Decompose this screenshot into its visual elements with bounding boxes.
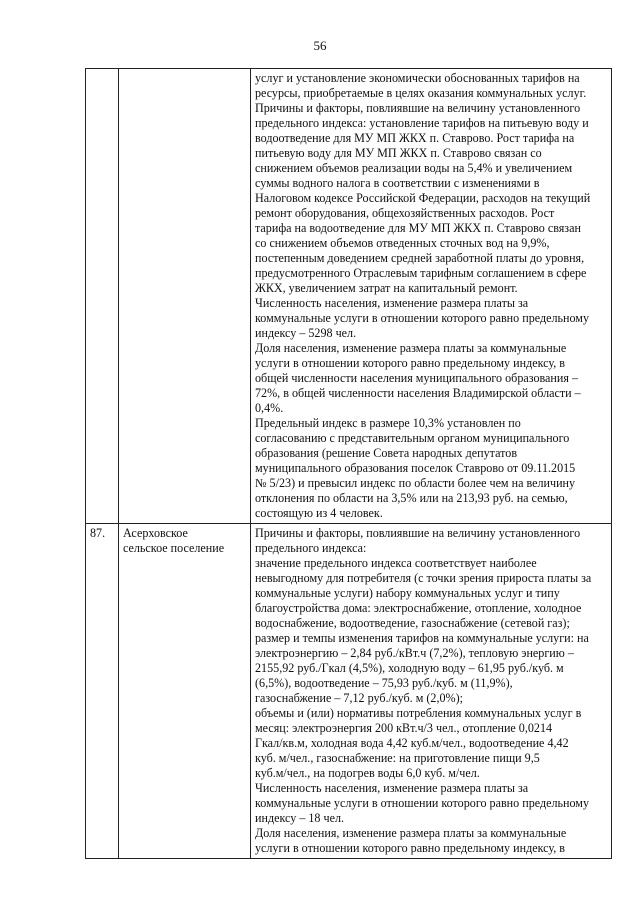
text-line: водоснабжение, водоотведение, газоснабжение (сетевой газ);	[255, 616, 570, 630]
description-cell	[251, 524, 612, 859]
text-line: состоящую из 4 человек.	[255, 506, 383, 520]
text-line: № 5/23) и превысил индекс по области более чем на величину	[255, 476, 576, 490]
text-line: Гкал/кв.м, холодная вода 4,42 куб.м/чел., водоотведение 4,42	[255, 736, 569, 750]
text-line: размер и темпы изменения тарифов на коммунальные услуги: на	[255, 631, 589, 645]
text-line: Причины и факторы, повлиявшие на величину установленного	[255, 526, 581, 540]
text-line: согласованию с представительным органом муниципального	[255, 431, 570, 445]
text-line: сельское поселение	[123, 541, 225, 555]
text-line: значение предельного индекса соответствует наиболее	[255, 556, 537, 570]
municipal-index-table	[85, 68, 612, 859]
text-line: куб.м/чел., на подогрев воды 6,0 куб. м/чел.	[255, 766, 480, 780]
table-row	[86, 524, 612, 859]
text-line: газоснабжение – 7,12 руб./куб. м (2,0%);	[255, 691, 463, 705]
description-cell	[251, 69, 612, 524]
text-line: услуги в отношении которого равно предельному индексу, в	[255, 356, 565, 370]
text-line: 72%, в общей численности населения Владимирской области –	[255, 386, 581, 400]
text-line: невыгодному для потребителя (с точки зрения прироста платы за	[255, 571, 592, 585]
text-line: общей численности населения муниципального образования –	[255, 371, 578, 385]
text-line: куб. м/чел., газоснабжение: на приготовление пищи 9,5	[255, 751, 540, 765]
row-number-cell	[86, 524, 119, 859]
municipality-name-cell	[119, 69, 251, 524]
text-line: отклонения по области на 3,5% или на 213,93 руб. на семью,	[255, 491, 568, 505]
text-line: предельного индекса:	[255, 541, 367, 555]
text-line: индексу – 5298 чел.	[255, 326, 357, 340]
page-number: 56	[313, 38, 327, 53]
text-line: коммунальные услуги в отношении которого равно предельному	[255, 796, 590, 810]
text-line: ЖКХ, увеличением затрат на капитальный ремонт.	[255, 281, 518, 295]
table-row	[86, 69, 612, 524]
text-line: предусмотренного Отраслевым тарифным соглашением в сфере	[255, 266, 587, 280]
text-line: постепенным доведением средней заработной платы до уровня,	[255, 251, 585, 265]
text-line: 2155,92 руб./Гкал (4,5%), холодную воду – 61,95 руб./куб. м	[255, 661, 564, 675]
text-line: благоустройства дома: электроснабжение, отопление, холодное	[255, 601, 582, 615]
text-line: предельного индекса: установление тарифов на питьевую воду и	[255, 116, 589, 130]
text-line: тарифа на водоотведение для МУ МП ЖКХ п. Ставрово связан	[255, 221, 581, 235]
text-line: электроэнергию – 2,84 руб./кВт.ч (7,2%), тепловую энергию –	[255, 646, 574, 660]
text-line: услуги в отношении которого равно предельному индексу, в	[255, 841, 565, 855]
text-line: Численность населения, изменение размера платы за	[255, 781, 529, 795]
text-line: (6,5%), водоотведение – 75,93 руб./куб. м (11,9%),	[255, 676, 513, 690]
text-line: 0,4%.	[255, 401, 284, 415]
municipality-name-cell	[119, 524, 251, 859]
text-line: месяц: электроэнергия 200 кВт.ч/3 чел., отопление 0,0214	[255, 721, 553, 735]
text-line: образования (решение Совета народных депутатов	[255, 446, 518, 460]
text-line: Асерховское	[123, 526, 188, 540]
text-line: индексу – 18 чел.	[255, 811, 345, 825]
text-line: снижением объемов реализации воды на 5,4% и увеличением	[255, 161, 573, 175]
text-line: Причины и факторы, повлиявшие на величину установленного	[255, 101, 581, 115]
text-line: коммунальные услуги в отношении которого равно предельному	[255, 311, 590, 325]
row-number-cell	[86, 69, 119, 524]
row-number: 87.	[90, 526, 106, 540]
text-line: суммы водного налога в соответствии с изменениями в	[255, 176, 540, 190]
text-line: муниципального образования поселок Ставрово от 09.11.2015	[255, 461, 576, 475]
text-line: услуг и установление экономически обоснованных тарифов на	[255, 71, 580, 85]
text-line: Налоговом кодексе Российской Федерации, расходов на текущий	[255, 191, 591, 205]
text-line: Предельный индекс в размере 10,3% установлен по	[255, 416, 521, 430]
text-line: Численность населения, изменение размера платы за	[255, 296, 529, 310]
text-line: водоотведение для МУ МП ЖКХ п. Ставрово. Рост тарифа на	[255, 131, 575, 145]
text-line: Доля населения, изменение размера платы за коммунальные	[255, 826, 567, 840]
text-line: Доля населения, изменение размера платы за коммунальные	[255, 341, 567, 355]
text-line: со снижением объемов отведенных сточных вод на 9,9%,	[255, 236, 550, 250]
text-line: ремонт оборудования, общехозяйственных расходов. Рост	[255, 206, 555, 220]
text-line: объемы и (или) нормативы потребления коммунальных услуг в	[255, 706, 582, 720]
text-line: ресурсы, приобретаемые в целях оказания коммунальных услуг.	[255, 86, 587, 100]
text-line: коммунальные услуги) набору коммунальных услуг и типу	[255, 586, 560, 600]
text-line: питьевую воду для МУ МП ЖКХ п. Ставрово связан со	[255, 146, 542, 160]
